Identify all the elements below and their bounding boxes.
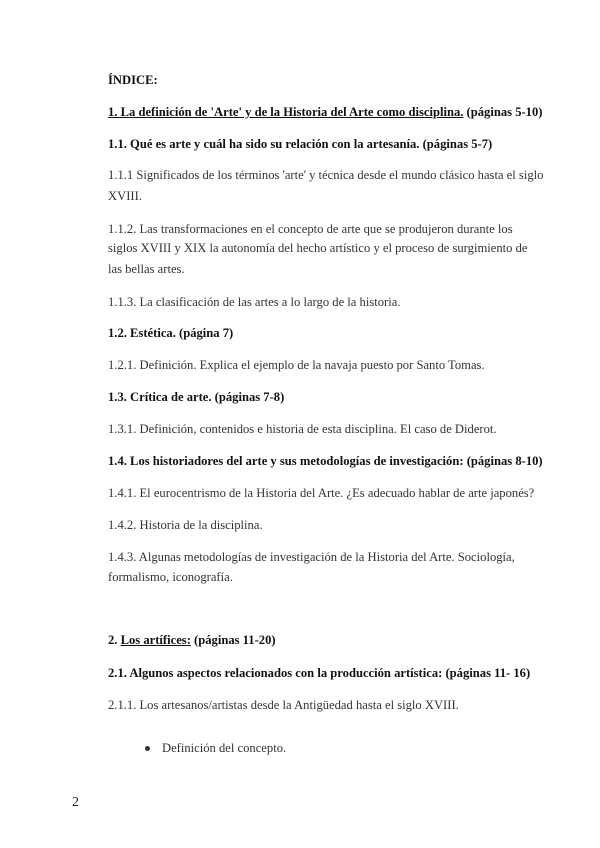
item-1-1-2-line-2: siglos XVIII y XIX la autonomía del hecho artístico y el proceso de surgimiento de xyxy=(108,241,528,255)
section-2-number: 2. xyxy=(108,633,121,647)
bullet-item-definition: Definición del concepto. xyxy=(162,741,287,755)
bullet-dot-icon xyxy=(144,738,154,758)
section-2-1-title: 2.1. Algunos aspectos relacionados con la producción artística: (páginas 11- 16) xyxy=(108,666,531,680)
item-1-2-1: 1.2.1. Definición. Explica el ejemplo de la navaja puesto por Santo Tomas. xyxy=(108,358,485,372)
section-1-4-title: 1.4. Los historiadores del arte y sus metodologías de investigación: (páginas 8-10) xyxy=(108,454,543,468)
item-1-4-1: 1.4.1. El eurocentrismo de la Historia del Arte. ¿Es adecuado hablar de arte japonés? xyxy=(108,486,535,500)
item-2-1-1: 2.1.1. Los artesanos/artistas desde la Antigüedad hasta el siglo XVIII. xyxy=(108,698,459,712)
item-1-1-1-line-2: XVIII. xyxy=(108,189,142,203)
item-1-4-2: 1.4.2. Historia de la disciplina. xyxy=(108,518,263,532)
item-1-4-3-line-1: 1.4.3. Algunas metodologías de investigación de la Historia del Arte. Sociología, xyxy=(108,550,515,564)
section-1-pages: (páginas 5-10) xyxy=(463,105,543,119)
item-1-3-1: 1.3.1. Definición, contenidos e historia de esta disciplina. El caso de Diderot. xyxy=(108,422,497,436)
item-1-1-1-line-1: 1.1.1 Significados de los términos 'arte' y técnica desde el mundo clásico hasta el siglo xyxy=(108,168,544,182)
section-2-pages: (páginas 11-20) xyxy=(190,633,276,647)
item-1-4-3-line-2: formalismo, iconografía. xyxy=(108,570,233,584)
section-1-1-title: 1.1. Qué es arte y cuál ha sido su relación con la artesanía. (páginas 5-7) xyxy=(108,137,493,151)
section-2-title-underlined: Los artífices: xyxy=(120,633,191,647)
section-1-2-title: 1.2. Estética. (página 7) xyxy=(108,326,234,340)
item-1-1-2-line-3: las bellas artes. xyxy=(108,262,185,276)
item-1-1-2-line-1: 1.1.2. Las transformaciones en el concepto de arte que se produjeron durante los xyxy=(108,222,513,236)
section-1-title xyxy=(108,102,543,122)
section-2-title xyxy=(108,630,538,650)
section-1-3-title: 1.3. Crítica de arte. (páginas 7-8) xyxy=(108,390,285,404)
section-1-title-underlined: 1. La definición de 'Arte' y de la Historia del Arte como disciplina. xyxy=(108,105,464,119)
item-1-1-3: 1.1.3. La clasificación de las artes a lo largo de la historia. xyxy=(108,295,401,309)
page-number: 2 xyxy=(72,795,79,810)
index-heading: ÍNDICE: xyxy=(108,73,158,87)
